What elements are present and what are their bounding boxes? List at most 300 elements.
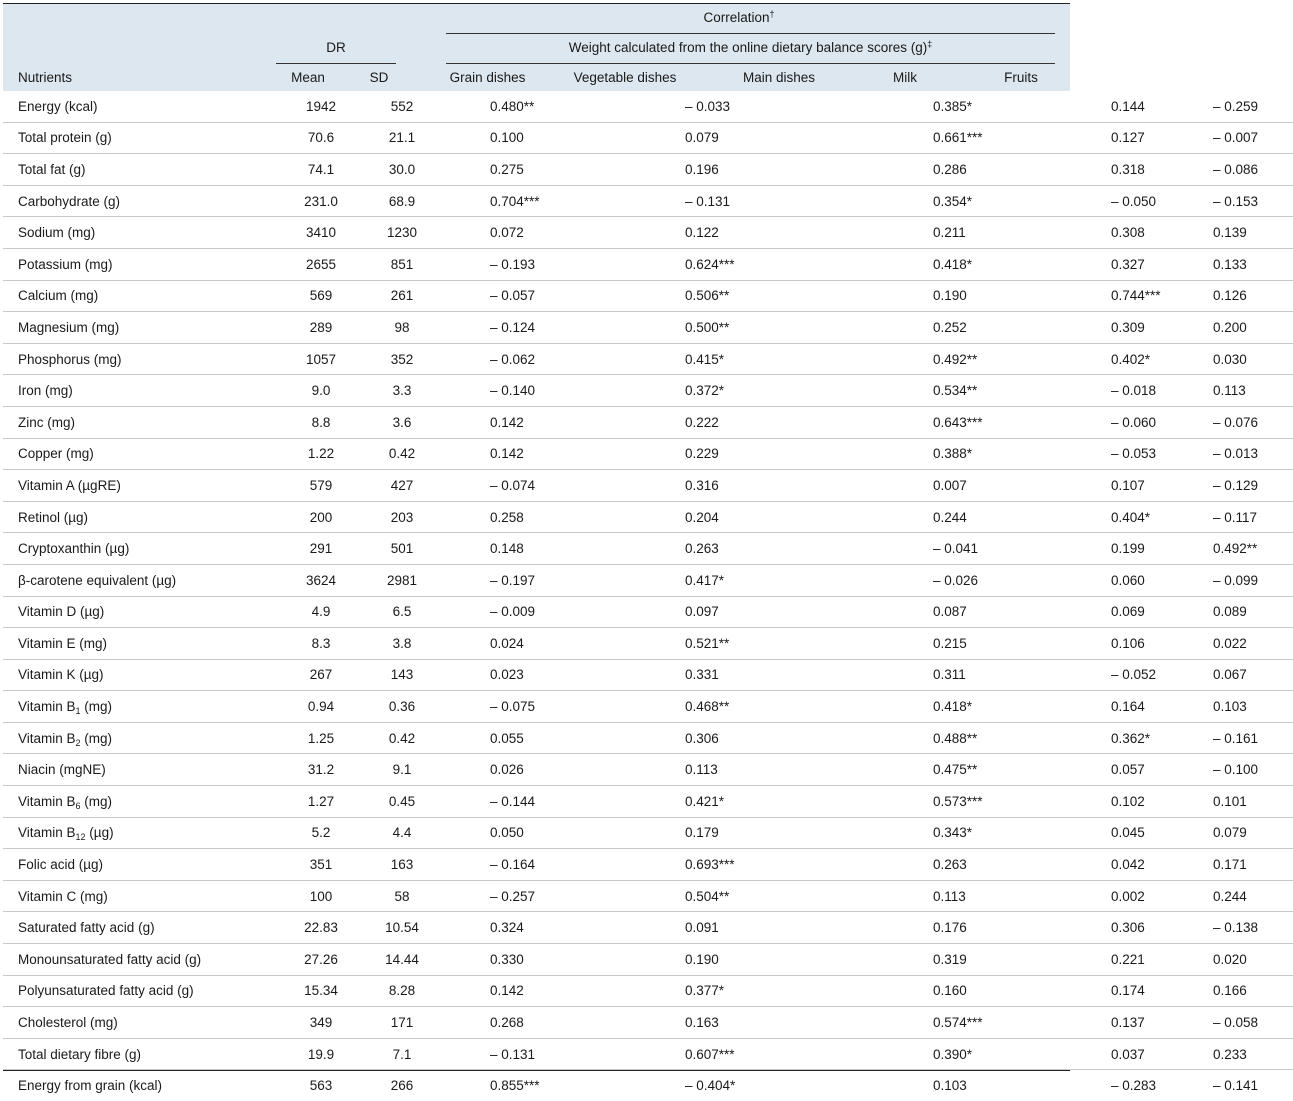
cell-veg: [615, 754, 875, 786]
cell-mean: 27.26: [286, 944, 356, 976]
cell-veg: [615, 217, 875, 249]
significance-stars: *: [718, 383, 725, 399]
cell-veg: [615, 880, 875, 912]
correlation-value: [685, 793, 725, 809]
cell-mean: 231.0: [286, 185, 356, 217]
header-rule-dr: [276, 63, 396, 64]
correlation-value: [685, 541, 719, 556]
cell-sd: 0.42: [356, 438, 448, 470]
coefficient: 0.023: [490, 667, 524, 683]
cell-fruit: [1203, 280, 1293, 312]
coefficient: 0.229: [685, 446, 719, 462]
cell-main: [875, 248, 1083, 280]
correlation-value: [685, 731, 719, 746]
coefficient: – 0.086: [1213, 161, 1259, 177]
correlation-value: [1111, 446, 1156, 461]
correlation-value: [933, 383, 978, 399]
correlation-value: [685, 1078, 736, 1094]
cell-sd: 6.5: [356, 596, 448, 628]
correlation-value: [1213, 857, 1247, 872]
correlation-value: [933, 320, 967, 335]
coefficient: 0.037: [1111, 1046, 1145, 1062]
coefficient: 0.327: [1111, 256, 1145, 272]
cell-main: [875, 596, 1083, 628]
nutrient-subscript: 1: [75, 706, 81, 717]
cell-main: [875, 470, 1083, 502]
nutrient-subscript: 6: [75, 800, 81, 811]
coefficient: 0.171: [1213, 857, 1247, 873]
cell-nutrient: [3, 375, 286, 407]
correlation-value: [685, 699, 730, 715]
correlation-value: [1213, 983, 1247, 998]
coefficient: 0.215: [933, 635, 967, 651]
cell-grain: [448, 375, 615, 407]
coefficient: 0.309: [1111, 319, 1145, 335]
cell-milk: [1083, 1070, 1203, 1101]
nutrient-name: Magnesium (mg): [18, 319, 120, 335]
cell-nutrient: [3, 628, 286, 660]
cell-veg: [615, 596, 875, 628]
header-vegetable: Vegetable dishes: [573, 70, 677, 85]
cell-grain: [448, 1007, 615, 1039]
correlation-value: [685, 635, 730, 651]
significance-stars: **: [718, 288, 730, 304]
correlation-value: [490, 288, 535, 303]
coefficient: 0.022: [1213, 635, 1247, 651]
correlation-value: [1111, 952, 1145, 967]
correlation-value: [685, 383, 725, 399]
table-row: [3, 628, 1293, 660]
correlation-value: [1111, 857, 1145, 872]
significance-stars: ***: [1144, 288, 1161, 304]
correlation-value: [1111, 636, 1145, 651]
cell-main: [875, 849, 1083, 881]
cell-veg: [615, 1007, 875, 1039]
coefficient: 0.176: [933, 920, 967, 936]
cell-mean: 579: [286, 470, 356, 502]
cell-main: [875, 691, 1083, 723]
correlation-value: [1213, 383, 1246, 398]
table-row: [3, 786, 1293, 818]
coefficient: 0.308: [1111, 225, 1145, 241]
table-row: [3, 248, 1293, 280]
coefficient: 0.113: [933, 888, 966, 904]
cell-grain: [448, 217, 615, 249]
coefficient: – 0.052: [1111, 667, 1157, 683]
cell-fruit: [1203, 248, 1293, 280]
cell-sd: 0.36: [356, 691, 448, 723]
cell-grain: [448, 280, 615, 312]
nutrient-name: Carbohydrate (g): [18, 193, 121, 209]
table-row: [3, 975, 1293, 1007]
significance-stars: *: [718, 983, 725, 999]
correlation-value: [685, 572, 725, 588]
correlation-value: [1213, 130, 1258, 145]
correlation-value: [933, 414, 983, 430]
coefficient: 0.574: [933, 1015, 967, 1031]
table-row: [3, 375, 1293, 407]
correlation-value: [1213, 1015, 1258, 1030]
cell-sd: 163: [356, 849, 448, 881]
correlation-value: [685, 225, 719, 240]
cell-fruit: [1203, 1038, 1293, 1070]
cell-grain: [448, 312, 615, 344]
nutrient-name: Zinc (mg): [18, 414, 75, 430]
cell-veg: [615, 406, 875, 438]
correlation-value: [933, 920, 967, 935]
table-row: [3, 343, 1293, 375]
table-row: [3, 501, 1293, 533]
correlation-value: [490, 667, 524, 682]
correlation-value: [490, 541, 524, 556]
cell-grain: [448, 501, 615, 533]
cell-fruit: [1203, 533, 1293, 565]
coefficient: 0.286: [933, 161, 967, 177]
correlation-value: [1213, 541, 1258, 557]
coefficient: 0.102: [1111, 793, 1145, 809]
cell-fruit: [1203, 880, 1293, 912]
header-dr: DR: [326, 40, 346, 55]
cell-sd: 98: [356, 312, 448, 344]
cell-grain: [448, 248, 615, 280]
table-row: [3, 849, 1293, 881]
correlation-value: [1213, 1078, 1258, 1093]
coefficient: 0.133: [1213, 256, 1247, 272]
coefficient: 0.372: [685, 383, 719, 399]
significance-stars: **: [718, 699, 730, 715]
cell-mean: 8.8: [286, 406, 356, 438]
coefficient: 0.091: [685, 920, 719, 936]
coefficient: 0.319: [933, 951, 967, 967]
cell-sd: 1230: [356, 217, 448, 249]
cell-mean: 3624: [286, 564, 356, 596]
header-milk: Milk: [893, 70, 917, 85]
cell-grain: [448, 438, 615, 470]
significance-stars: *: [966, 98, 973, 114]
correlation-value: [933, 857, 967, 872]
coefficient: 0.744: [1111, 288, 1145, 304]
cell-fruit: [1203, 185, 1293, 217]
coefficient: 0.127: [1111, 130, 1145, 146]
cell-fruit: [1203, 754, 1293, 786]
table-row: [3, 1038, 1293, 1070]
coefficient: 0.030: [1213, 351, 1247, 367]
cell-sd: 21.1: [356, 122, 448, 154]
coefficient: 0.057: [1111, 762, 1145, 778]
correlation-value: [1213, 1047, 1247, 1062]
cell-nutrient: [3, 248, 286, 280]
cell-veg: [615, 248, 875, 280]
cell-grain: [448, 912, 615, 944]
coefficient: 0.390: [933, 1046, 967, 1062]
coefficient: – 0.075: [490, 699, 536, 715]
correlation-value: [933, 256, 973, 272]
cell-nutrient: [3, 849, 286, 881]
nutrient-subscript: 2: [75, 737, 81, 748]
coefficient: 0.126: [1213, 288, 1247, 304]
coefficient: 0.480: [490, 98, 524, 114]
correlation-value: [685, 194, 730, 209]
significance-stars: **: [718, 888, 730, 904]
nutrient-name: Phosphorus (mg): [18, 351, 122, 367]
coefficient: 0.468: [685, 699, 719, 715]
cell-mean: 70.6: [286, 122, 356, 154]
coefficient: 0.204: [685, 509, 719, 525]
coefficient: 0.139: [1213, 225, 1247, 241]
correlation-value: [1213, 446, 1258, 461]
nutrient-name: Niacin (mgNE): [18, 762, 106, 778]
correlation-value: [490, 98, 535, 114]
nutrient-name: Vitamin E (mg): [18, 635, 108, 651]
cell-sd: 9.1: [356, 754, 448, 786]
coefficient: 0.343: [933, 825, 967, 841]
cell-milk: [1083, 185, 1203, 217]
cell-veg: [615, 817, 875, 849]
coefficient: 0.402: [1111, 351, 1145, 367]
cell-main: [875, 217, 1083, 249]
correlation-value: [933, 889, 966, 904]
cell-grain: [448, 1038, 615, 1070]
cell-mean: 1057: [286, 343, 356, 375]
cell-veg: [615, 533, 875, 565]
cell-fruit: [1203, 1007, 1293, 1039]
correlation-value: [685, 256, 735, 272]
cell-sd: 552: [356, 91, 448, 122]
cell-grain: [448, 754, 615, 786]
cell-milk: [1083, 343, 1203, 375]
nutrient-name: Energy from grain (kcal): [18, 1078, 163, 1094]
coefficient: 0.624: [685, 256, 719, 272]
cell-fruit: [1203, 912, 1293, 944]
cell-grain: [448, 659, 615, 691]
correlation-value: [490, 699, 535, 714]
header-main: Main dishes: [742, 70, 816, 85]
cell-milk: [1083, 280, 1203, 312]
table-row: [3, 91, 1293, 122]
correlation-value: [1213, 952, 1247, 967]
cell-main: [875, 375, 1083, 407]
cell-fruit: [1203, 944, 1293, 976]
correlation-value: [490, 1078, 540, 1094]
cell-veg: [615, 185, 875, 217]
significance-stars: **: [523, 98, 535, 114]
significance-stars: ***: [718, 857, 735, 873]
cell-veg: [615, 91, 875, 122]
nutrient-unit: (mg): [80, 730, 113, 746]
correlation-value: [490, 857, 535, 872]
cell-main: [875, 91, 1083, 122]
cell-grain: [448, 596, 615, 628]
cell-main: [875, 122, 1083, 154]
cell-nutrient: [3, 944, 286, 976]
significance-stars: *: [966, 825, 973, 841]
table-body: [3, 91, 1293, 1101]
correlation-value: [685, 288, 730, 304]
coefficient: – 0.058: [1213, 1015, 1259, 1031]
correlation-value: [933, 793, 983, 809]
significance-stars: ***: [966, 414, 983, 430]
coefficient: – 0.009: [490, 604, 536, 620]
correlation-value: [933, 1078, 967, 1093]
coefficient: – 0.026: [933, 572, 979, 588]
nutrient-name: Energy (kcal): [18, 98, 98, 114]
correlation-value: [1213, 889, 1247, 904]
nutrient-name: Cholesterol (mg): [18, 1015, 118, 1031]
correlation-value: [685, 1015, 719, 1030]
correlation-value: [685, 983, 725, 999]
cell-nutrient: [3, 91, 286, 122]
correlation-value: [933, 351, 978, 367]
correlation-value: [490, 731, 524, 746]
cell-milk: [1083, 406, 1203, 438]
cell-nutrient: [3, 406, 286, 438]
cell-fruit: [1203, 406, 1293, 438]
cell-sd: 8.28: [356, 975, 448, 1007]
header-fruits: Fruits: [1004, 70, 1038, 85]
coefficient: 0.377: [685, 983, 719, 999]
coefficient: 0.331: [685, 667, 719, 683]
correlation-value: [1111, 762, 1145, 777]
cell-fruit: [1203, 849, 1293, 881]
coefficient: 0.190: [685, 951, 719, 967]
significance-stars: **: [718, 319, 730, 335]
cell-sd: 30.0: [356, 154, 448, 186]
cell-milk: [1083, 1038, 1203, 1070]
correlation-value: [933, 98, 973, 114]
correlation-value: [933, 288, 967, 303]
correlation-value: [685, 604, 719, 619]
cell-mean: 569: [286, 280, 356, 312]
table-row: [3, 691, 1293, 723]
coefficient: 0.607: [685, 1046, 719, 1062]
cell-mean: 4.9: [286, 596, 356, 628]
cell-veg: [615, 470, 875, 502]
cell-mean: 22.83: [286, 912, 356, 944]
cell-mean: 1.25: [286, 722, 356, 754]
cell-sd: 851: [356, 248, 448, 280]
coefficient: – 0.283: [1111, 1078, 1157, 1094]
cell-mean: 1.22: [286, 438, 356, 470]
correlation-value: [490, 920, 524, 935]
table-row: [3, 1070, 1293, 1101]
correlation-value: [1111, 130, 1145, 145]
cell-veg: [615, 944, 875, 976]
coefficient: 0.306: [1111, 920, 1145, 936]
cell-nutrient: [3, 1070, 286, 1101]
correlation-value: [685, 920, 719, 935]
significance-stars: **: [966, 383, 978, 399]
cell-main: [875, 975, 1083, 1007]
table-row: [3, 596, 1293, 628]
cell-mean: 8.3: [286, 628, 356, 660]
cell-fruit: [1203, 470, 1293, 502]
coefficient: – 0.257: [490, 888, 536, 904]
correlation-value: [685, 857, 735, 873]
correlation-value: [933, 952, 967, 967]
correlation-value: [490, 983, 524, 998]
coefficient: 0.179: [685, 825, 719, 841]
cell-veg: [615, 438, 875, 470]
cell-nutrient: [3, 817, 286, 849]
cell-milk: [1083, 880, 1203, 912]
cell-fruit: [1203, 628, 1293, 660]
coefficient: 0.661: [933, 130, 967, 146]
cell-veg: [615, 975, 875, 1007]
correlation-value: [1213, 320, 1247, 335]
correlation-value: [490, 794, 535, 809]
coefficient: – 0.041: [933, 541, 979, 557]
nutrient-name: Vitamin B: [18, 730, 76, 746]
significance-stars: ***: [523, 193, 540, 209]
cell-grain: [448, 406, 615, 438]
correlation-value: [933, 762, 978, 778]
cell-sd: 171: [356, 1007, 448, 1039]
correlation-value: [933, 541, 978, 556]
cell-grain: [448, 533, 615, 565]
coefficient: 0.263: [933, 857, 967, 873]
cell-fruit: [1203, 817, 1293, 849]
correlation-value: [490, 162, 524, 177]
coefficient: 0.103: [1213, 699, 1247, 715]
coefficient: 0.244: [1213, 888, 1247, 904]
correlation-value: [685, 130, 719, 145]
significance-stars: ***: [718, 256, 735, 272]
cell-veg: [615, 501, 875, 533]
correlation-value: [490, 825, 524, 840]
nutrient-unit: (mg): [80, 793, 113, 809]
correlation-value: [1111, 1078, 1156, 1093]
nutrient-name: Cryptoxanthin (µg): [18, 541, 130, 557]
cell-fruit: [1203, 564, 1293, 596]
cell-mean: 1942: [286, 91, 356, 122]
table-row: [3, 912, 1293, 944]
cell-fruit: [1203, 217, 1293, 249]
nutrient-name: Vitamin A (µgRE): [18, 477, 121, 493]
correlation-value: [1213, 636, 1247, 651]
cell-milk: [1083, 691, 1203, 723]
correlation-value: [1213, 825, 1247, 840]
nutrient-name: Sodium (mg): [18, 225, 96, 241]
coefficient: – 0.161: [1213, 730, 1259, 746]
cell-main: [875, 817, 1083, 849]
correlation-value: [1213, 415, 1258, 430]
correlation-value: [490, 573, 535, 588]
coefficient: 0.263: [685, 541, 719, 557]
correlation-value: [1213, 920, 1258, 935]
correlation-value: [685, 478, 719, 493]
cell-nutrient: [3, 975, 286, 1007]
cell-sd: 14.44: [356, 944, 448, 976]
cell-mean: 15.34: [286, 975, 356, 1007]
cell-mean: 291: [286, 533, 356, 565]
cell-main: [875, 722, 1083, 754]
correlation-value: [685, 762, 718, 777]
cell-nutrient: [3, 280, 286, 312]
coefficient: 0.079: [685, 130, 719, 146]
coefficient: 0.055: [490, 730, 524, 746]
coefficient: – 0.138: [1213, 920, 1259, 936]
coefficient: 0.045: [1111, 825, 1145, 841]
cell-fruit: [1203, 501, 1293, 533]
header-sd: SD: [369, 70, 389, 85]
cell-sd: 143: [356, 659, 448, 691]
correlation-value: [1213, 257, 1247, 272]
table-row: [3, 564, 1293, 596]
coefficient: – 0.007: [1213, 130, 1259, 146]
coefficient: – 0.074: [490, 477, 536, 493]
coefficient: 0.101: [1213, 793, 1247, 809]
cell-main: [875, 1070, 1083, 1101]
